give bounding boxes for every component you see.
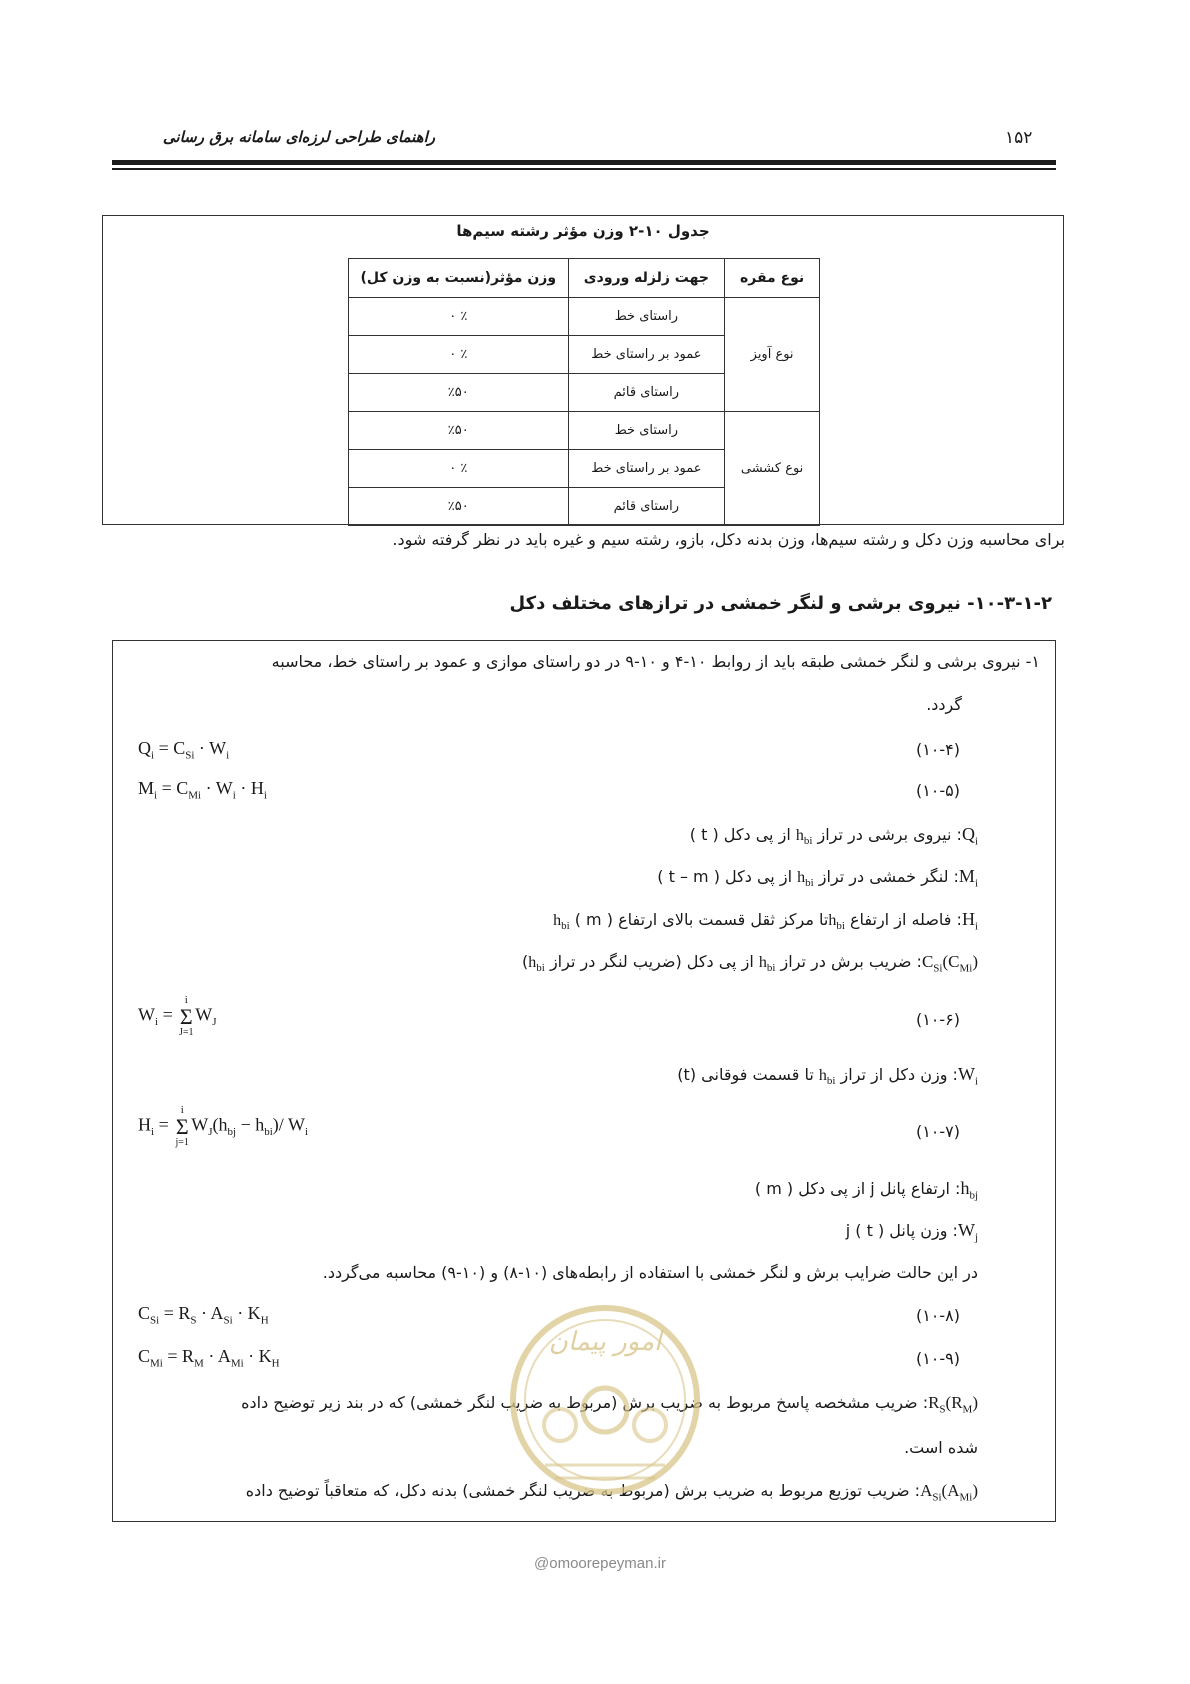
equation-number: (۱۰-۷) [915, 1122, 960, 1141]
definition-M: $M_i$: لنگر خمشی در تراز $h_{bi}$ از پی دکل ( t – m ) [657, 866, 978, 890]
equation-6: $W_i$ = i Σ J=1 $W_J$ [138, 994, 217, 1038]
header-rule [112, 160, 1056, 165]
intro-line: گردد. [926, 695, 962, 714]
page-number: ۱۵۲ [1005, 128, 1033, 148]
equation-8: $C_{Si} = R_S \cdot A_{Si} \cdot K_H$ [138, 1303, 269, 1327]
watermark-logo-icon [505, 1300, 705, 1510]
equation-4: $Q_i = C_{Si} \cdot W_i$ [138, 738, 230, 762]
watermark-url: @omoorepeyman.ir [534, 1555, 666, 1572]
equation-9: $C_{Mi} = R_M \cdot A_{Mi} \cdot K_H$ [138, 1346, 280, 1370]
definition-A: $A_{Si}(A_{Mi})$: ضریب توزیع مربوط به ضریب برش (مربوط به ضریب لنگر خمشی) بدنه دکل، که متعاقباً توضیح داده [245, 1481, 978, 1504]
insulator-type-cell: نوع آویز [725, 298, 820, 412]
column-header: وزن مؤثر(نسبت به وزن کل) [349, 259, 569, 298]
table-caption: جدول ۱۰-۲ وزن مؤثر رشته سیم‌ها [456, 222, 710, 240]
header-rule-thin [112, 168, 1056, 170]
table-header-row [349, 259, 820, 298]
weight-cell: ٪ ۰ [349, 298, 569, 336]
definition-Wj: $W_j$: وزن پانل j ( t ) [845, 1220, 978, 1244]
column-header: جهت زلزله ورودی [568, 259, 725, 298]
coefficient-line: در این حالت ضرایب برش و لنگر خمشی با استفاده از رابطه‌های (۱۰-۸) و (۱۰-۹) محاسبه می‌گردد. [322, 1263, 978, 1282]
table-row [349, 298, 820, 336]
equation-5: $M_i = C_{Mi} \cdot W_i \cdot H_i$ [138, 778, 267, 802]
equation-number: (۱۰-۹) [915, 1349, 960, 1368]
direction-cell: راستای خط [568, 412, 725, 450]
definition-R: $R_S(R_M)$: ضریب مشخصه پاسخ مربوط به ضریب برش (مربوط به ضریب لنگر خمشی) که در بند زیر توضیح داده [241, 1393, 978, 1416]
definition-R-cont: شده است. [904, 1438, 978, 1457]
section-heading: ۱۰-۳-۱-۲- نیروی برشی و لنگر خمشی در ترازهای مختلف دکل [509, 593, 1052, 614]
direction-cell: عمود بر راستای خط [568, 336, 725, 374]
weight-cell: ٪۵۰ [349, 488, 569, 526]
direction-cell: راستای قائم [568, 374, 725, 412]
equation-number: (۱۰-۸) [915, 1306, 960, 1325]
insulator-type-cell: نوع کششی [725, 412, 820, 526]
direction-cell: راستای قائم [568, 488, 725, 526]
equation-number: (۱۰-۶) [915, 1010, 960, 1029]
intro-line: ۱- نیروی برشی و لنگر خمشی طبقه باید از روابط ۱۰-۴ و ۱۰-۹ در دو راستای موازی و عمود بر راستای خط، محاسبه [271, 652, 1040, 671]
definition-Q: $Q_i$: نیروی برشی در تراز $h_{bi}$ از پی دکل ( t ) [689, 824, 978, 848]
note-paragraph: برای محاسبه وزن دکل و رشته سیم‌ها، وزن بدنه دکل، بازو، رشته سیم و غیره باید در نظر گرفته شود. [392, 530, 1065, 549]
weight-cell: ٪ ۰ [349, 336, 569, 374]
weight-cell: ٪۵۰ [349, 374, 569, 412]
running-header-title: راهنمای طراحی لرزه‌ای سامانه برق رسانی [162, 128, 435, 146]
definition-H: $H_i$: فاصله از ارتفاع $h_{bi}تا$ مرکز ثقل قسمت بالای ارتفاع $h_{bi}$ ( m ) [553, 909, 978, 933]
equation-7: $H_i$ = i Σ j=1 $W_J(h_{bj} - h_{bi})/$ $W_i$ [138, 1104, 309, 1148]
column-header: نوع مقره [725, 259, 820, 298]
definition-C: $C_{Si}(C_{Mi})$: ضریب برش در تراز $h_{bi}$ از پی دکل (ضریب لنگر در تراز $h_{bi}$) [522, 952, 978, 975]
direction-cell: عمود بر راستای خط [568, 450, 725, 488]
weight-cell: ٪۵۰ [349, 412, 569, 450]
definition-W: $W_i$: وزن دکل از تراز $h_{bi}$ تا قسمت فوقانی (t) [677, 1064, 978, 1088]
equation-number: (۱۰-۵) [915, 781, 960, 800]
table-row [349, 412, 820, 450]
weight-cell: ٪ ۰ [349, 450, 569, 488]
equation-number: (۱۰-۴) [915, 740, 960, 759]
direction-cell: راستای خط [568, 298, 725, 336]
effective-weight-table [348, 258, 820, 526]
definition-h: $h_{bj}$: ارتفاع پانل j از پی دکل ( m ) [754, 1178, 978, 1202]
watermark-text: امور پیمان [548, 1327, 662, 1357]
